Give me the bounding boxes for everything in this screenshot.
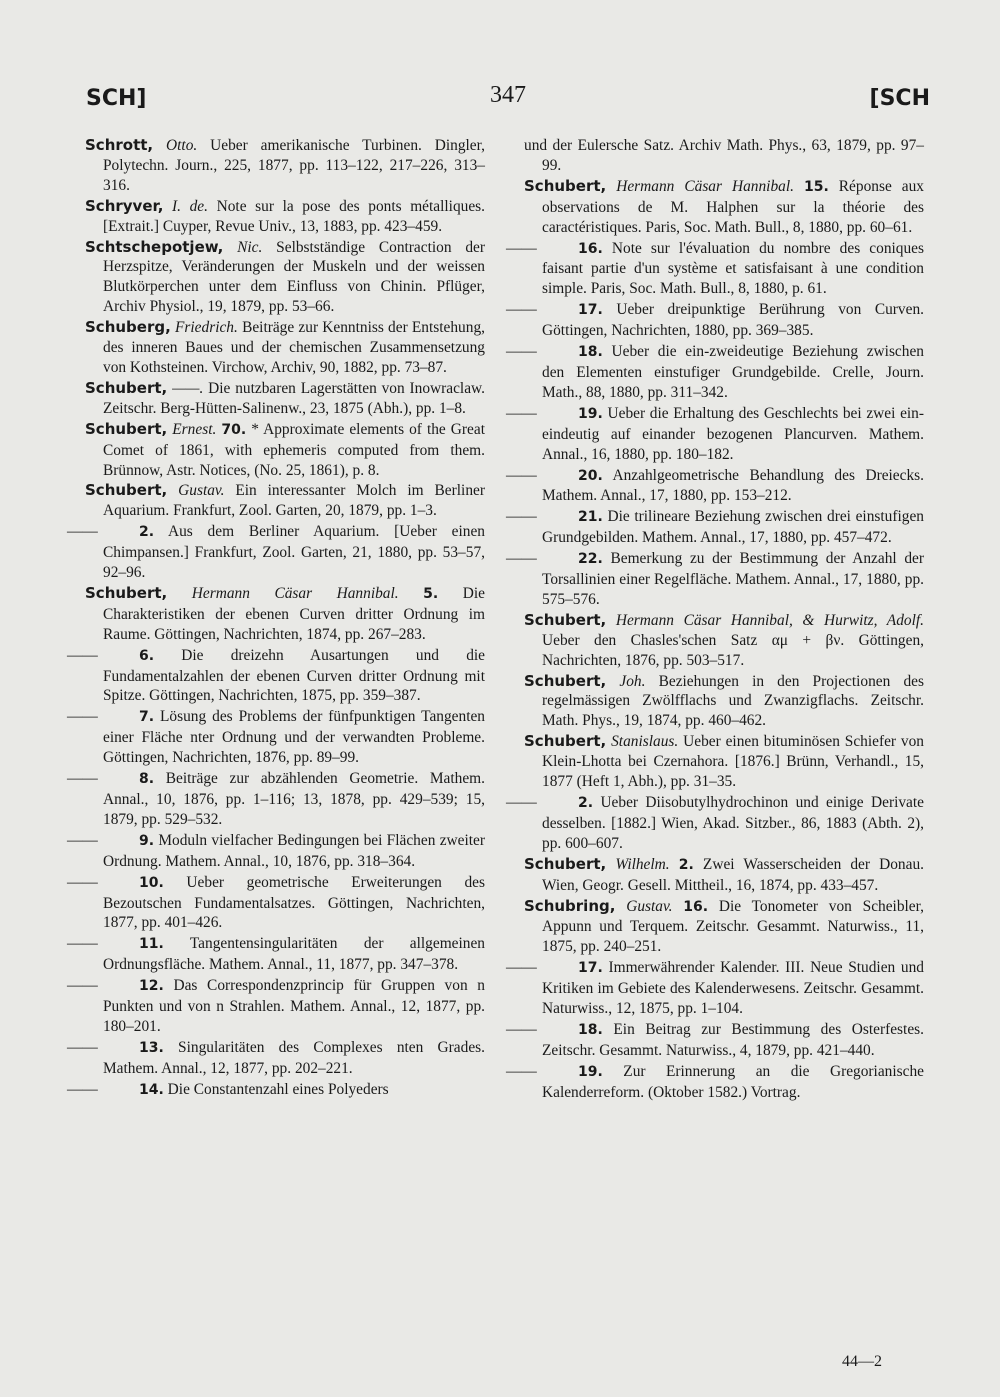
entry-number: 2. xyxy=(678,856,694,873)
bibliography-entry xyxy=(524,897,924,958)
bibliography-entry xyxy=(506,549,924,610)
bibliography-entry xyxy=(524,732,924,792)
entry-text: Ueber Diisobutylhydrochinon und einige Derivate desselben. [1882.] Wien, Akad. Sitzber., 86, 1883 (Abth. 2), pp. 600–607. xyxy=(542,794,924,852)
bibliography-entry xyxy=(506,1062,924,1103)
bibliography-entry xyxy=(67,1080,485,1101)
entry-author: Schubert, xyxy=(85,481,168,500)
entry-number: 17. xyxy=(578,960,603,977)
ditto-dash: —— xyxy=(506,239,537,257)
entry-text: Zwei Wasserscheiden der Donau. Wien, Geogr. Gesell. Mittheil., 16, 1874, pp. 433–457. xyxy=(542,855,924,894)
entry-text: Beiträge zur Kenntniss der Entstehung, des inneren Baues und der chemischen Zusammensetzung von Kothsteinen. Virchow, Archiv, 90, 1882, pp. 73–87. xyxy=(103,319,485,376)
bibliography-entry xyxy=(506,1020,924,1061)
entry-text: Singularitäten des Complexes nten Grades. Mathem. Annal., 12, 1877, pp. 202–221. xyxy=(103,1038,485,1077)
entry-number: 13. xyxy=(139,1039,164,1056)
entry-text: Ueber die ein-zweideutige Beziehung zwischen den Elementen einstufiger Grundgebilde. Crelle, Journ. Math., 88, 1880, pp. 311–342. xyxy=(542,343,924,401)
bibliography-entry xyxy=(67,934,485,975)
entry-author: Schryver, xyxy=(85,196,164,215)
bibliography-entry xyxy=(67,646,485,707)
entry-number: 70. xyxy=(221,421,247,438)
signature-mark: 44—2 xyxy=(842,1353,882,1370)
entry-text: Die nutzbaren Lagerstätten von Inowraclaw. Zeitschr. Berg-Hütten-Salinenw., 23, 1875 (Abh.), pp. 1–8. xyxy=(103,379,485,417)
entry-text: Das Correspondenzprincip für Gruppen von n Punkten und von n Strahlen. Mathem. Annal., 12, 1877, pp. 180–201. xyxy=(103,977,485,1035)
entry-text: Selbstständige Contraction der Herzspitze, Veränderungen der Muskeln und der weissen Blutkörperchen unter dem Einfluss von Chinin. Pflüger, Archiv Physiol., 19, 1879, pp. 53–66. xyxy=(103,238,485,316)
bibliography-entry xyxy=(67,522,485,583)
bibliography-entry xyxy=(524,177,924,238)
entry-author: Schubert, xyxy=(85,378,168,397)
entry-text: Ueber den Chasles'schen Satz αμ + βν. Göttingen, Nachrichten, 1876, pp. 503–517. xyxy=(542,631,924,669)
entry-author: Schuberg, xyxy=(85,318,171,337)
entry-number: 5. xyxy=(423,585,439,602)
bibliography-entry xyxy=(506,404,924,465)
running-head-left: SCH] xyxy=(86,86,147,111)
entry-author: Schubert, xyxy=(524,732,607,751)
left-column xyxy=(67,136,486,1102)
bibliography-entry xyxy=(524,611,924,671)
entry-text: Beziehungen in den Projectionen des regelmässigen Zwölfflachs und Zwanzigflachs. Zeitschr. Math. Phys., 19, 1874, pp. 460–462. xyxy=(542,672,924,730)
entry-forename: Wilhelm. xyxy=(615,855,670,873)
entry-number: 11. xyxy=(139,936,164,953)
entry-forename: Stanislaus. xyxy=(611,733,679,751)
entry-text: Lösung des Problems der fünfpunktigen Tangenten einer Fläche nter Ordnung und der verwandten Probleme. Göttingen, Nachrichten, 1876, pp. 89–99. xyxy=(103,708,485,767)
entry-text: Zur Erinnerung an die Gregorianische Kalenderreform. (Oktober 1582.) Vortrag. xyxy=(542,1062,924,1101)
entry-number: 20. xyxy=(578,467,603,484)
bibliography-entry xyxy=(506,300,924,341)
entry-forename: Hermann Cäsar Hannibal. xyxy=(191,584,399,602)
bibliography-entry xyxy=(67,707,485,768)
bibliography-entry xyxy=(85,584,485,645)
bibliography-entry xyxy=(67,976,485,1037)
entry-text: Ueber die Erhaltung des Geschlechts bei zwei ein-eindeutig auf einander bezogenen Plancurven. Mathem. Annal., 16, 1880, pp. 180–182. xyxy=(542,404,924,463)
entry-author: Schubert, xyxy=(524,610,607,629)
ditto-dash: —— xyxy=(506,959,537,977)
bibliography-entry xyxy=(67,831,485,872)
entry-number: 18. xyxy=(578,1021,603,1038)
entry-forename: Joh. xyxy=(619,672,646,690)
entry-forename: I. de. xyxy=(172,197,208,215)
entry-number: 8. xyxy=(139,771,155,788)
entry-text: Die Tonometer von Scheibler, Appunn und Terquem. Zeitschr. Gesammt. Naturwiss., 11, 1875, pp. 240–251. xyxy=(542,897,924,956)
ditto-dash: —— xyxy=(506,301,537,319)
ditto-dash: —— xyxy=(506,794,537,811)
entry-text: Note sur l'évaluation du nombre des coniques faisant partie d'un système et satisfaisant à une condition simple. Paris, Soc. Math. Bull., 8, 1880, p. 61. xyxy=(542,239,925,298)
entry-text: Moduln vielfacher Bedingungen bei Flächen zweiter Ordnung. Mathem. Annal., 10, 1876, pp. 318–364. xyxy=(103,831,485,870)
entry-number: 2. xyxy=(578,795,594,811)
entry-number: 19. xyxy=(578,405,603,422)
entry-forename: Hermann Cäsar Hannibal. xyxy=(616,177,794,195)
ditto-dash: —— xyxy=(67,523,98,541)
bibliography-entry xyxy=(85,481,485,521)
ditto-dash: —— xyxy=(506,404,537,422)
bibliography-entry xyxy=(506,958,924,1019)
bibliography-entry xyxy=(506,507,924,548)
ditto-dash: —— xyxy=(506,1020,537,1038)
running-head-right: [SCH xyxy=(869,86,930,111)
entry-number: 2. xyxy=(139,524,155,541)
entry-text: Die dreizehn Ausartungen und die Fundamentalzahlen der ebenen Curven dritter Ordnung mit Spitze. Göttingen, Nachrichten, 1875, pp. 359–387. xyxy=(103,646,485,705)
ditto-dash: —— xyxy=(506,1062,537,1080)
entry-number: 6. xyxy=(139,647,155,664)
bibliography-entry xyxy=(506,239,925,300)
entry-number: 10. xyxy=(139,874,164,891)
bibliography-entry xyxy=(524,855,924,896)
entry-forename: Friedrich. xyxy=(175,319,238,337)
entry-text: Ein Beitrag zur Bestimmung des Osterfestes. Zeitschr. Gesammt. Naturwiss., 4, 1879, pp. 421–440. xyxy=(542,1020,924,1059)
entry-forename: ——. xyxy=(172,379,204,397)
entry-number: 7. xyxy=(139,709,155,726)
entry-author: Schubert, xyxy=(85,583,168,602)
bibliography-entry xyxy=(67,873,485,934)
entry-text: Ein interessanter Molch im Berliner Aquarium. Frankfurt, Zool. Garten, 20, 1879, pp. 1–3. xyxy=(103,482,485,520)
bibliography-entry xyxy=(85,318,485,378)
entry-forename: Hermann Cäsar Hannibal, & Hurwitz, Adolf. xyxy=(615,611,924,629)
entry-author: Schrott, xyxy=(85,136,154,154)
entry-text: Ueber amerikanische Turbinen. Dingler, Polytechn. Journ., 225, 1877, pp. 113–122, 217–226, 313–316. xyxy=(103,137,485,194)
entry-forename: Gustav. xyxy=(626,897,673,915)
ditto-dash: —— xyxy=(67,1080,98,1098)
page-header xyxy=(86,82,930,120)
ditto-dash: —— xyxy=(506,508,537,526)
entry-text: Bemerkung zu der Bestimmung der Anzahl der Torsallinien einer Regelfläche. Mathem. Annal., 17, 1880, pp. 575–576. xyxy=(542,550,924,608)
entry-author: Schtschepotjew, xyxy=(85,237,224,256)
bibliography-entry xyxy=(506,793,924,854)
entry-text: Réponse aux observations de M. Halphen sur la théorie des caractéristiques. Paris, Soc. Math. Bull., 8, 1880, pp. 60–61. xyxy=(542,177,924,236)
entry-number: 17. xyxy=(578,302,603,319)
entry-number: 14. xyxy=(139,1081,164,1098)
entry-text: Die trilineare Beziehung zwischen drei einstufigen Grundgebilden. Mathem. Annal., 17, 1880, pp. 457–472. xyxy=(542,508,924,547)
ditto-dash: —— xyxy=(67,977,98,995)
ditto-dash: —— xyxy=(67,935,98,953)
entry-text: Tangentensingularitäten der allgemeinen Ordnungsfläche. Mathem. Annal., 11, 1877, pp. 347–378. xyxy=(103,935,485,974)
entry-number: 15. xyxy=(803,178,829,195)
entry-number: 12. xyxy=(139,978,164,995)
entry-number: 16. xyxy=(578,240,603,257)
entry-number: 19. xyxy=(578,1063,603,1080)
entry-text: Note sur la pose des ponts métalliques. [Extrait.] Cuyper, Revue Univ., 13, 1883, pp. 423–459. xyxy=(103,197,486,235)
entry-author: Schubring, xyxy=(524,896,616,915)
bibliography-entry xyxy=(67,1038,485,1079)
entry-forename: Gustav. xyxy=(178,482,225,500)
entry-number: 22. xyxy=(578,551,603,568)
entry-number: 16. xyxy=(683,898,709,915)
ditto-dash: —— xyxy=(67,1038,98,1056)
ditto-dash: —— xyxy=(67,646,98,664)
page-number: 347 xyxy=(490,82,526,108)
bibliography-entry xyxy=(85,420,485,481)
entry-text: und der Eulersche Satz. Archiv Math. Phys., 63, 1879, pp. 97–99. xyxy=(524,137,924,174)
bibliography-entry xyxy=(85,379,485,419)
entry-number: 18. xyxy=(578,344,603,361)
entry-text: Anzahlgeometrische Behandlung des Dreiecks. Mathem. Annal., 17, 1880, pp. 153–212. xyxy=(542,466,925,505)
entry-author: Schubert, xyxy=(85,419,168,438)
ditto-dash: —— xyxy=(506,466,537,484)
entry-text: Ueber geometrische Erweiterungen des Bezoutschen Fundamentalsatzes. Göttingen, Nachrichten, 1877, pp. 401–426. xyxy=(103,873,485,932)
entry-text: Ueber einen bituminösen Schiefer von Klein-Lhotta bei Czernahora. [1876.] Brünn, Verhandl., 15, 1877 (Heft 1, Abh.), pp. 31–35. xyxy=(542,733,924,791)
right-column xyxy=(506,136,925,1104)
entry-text: * Approximate elements of the Great Comet of 1861, with ephemeris computed from them. Brünnow, Astr. Notices, (No. 25, 1861), p. 8. xyxy=(103,420,485,479)
entry-author: Schubert, xyxy=(524,671,607,690)
entry-number: 21. xyxy=(578,509,603,526)
entry-forename: Otto. xyxy=(166,137,198,154)
entry-author: Schubert, xyxy=(524,854,607,873)
entry-author: Schubert, xyxy=(524,176,607,195)
entry-forename: Nic. xyxy=(237,238,263,256)
entry-text: Die Charakteristiken der ebenen Curven dritter Ordnung im Raume. Göttingen, Nachrichten, 1874, pp. 267–283. xyxy=(103,584,485,643)
bibliography-entry xyxy=(85,197,485,237)
entry-text: Beiträge zur abzählenden Geometrie. Mathem. Annal., 10, 1876, pp. 1–116; 13, 1878, pp. 429–539; 15, 1879, pp. 529–532. xyxy=(103,770,485,828)
entry-text: Ueber dreipunktige Berührung von Curven. Göttingen, Nachrichten, 1880, pp. 369–385. xyxy=(542,301,924,340)
entry-text: Aus dem Berliner Aquarium. [Ueber einen Chimpansen.] Frankfurt, Zool. Garten, 21, 1880, pp. 53–57, 92–96. xyxy=(103,523,485,582)
entry-number: 9. xyxy=(139,832,155,849)
bibliography-entry xyxy=(524,136,924,176)
ditto-dash: —— xyxy=(67,873,98,891)
ditto-dash: —— xyxy=(67,831,98,849)
bibliography-entry xyxy=(506,342,924,403)
bibliography-entry xyxy=(85,136,485,196)
entry-text: Die Constantenzahl eines Polyeders xyxy=(167,1080,389,1098)
bibliography-entry xyxy=(524,672,924,732)
ditto-dash: —— xyxy=(67,770,98,788)
bibliography-entry xyxy=(85,238,485,318)
entry-forename: Ernest. xyxy=(172,420,217,438)
bibliography-entry xyxy=(506,466,925,507)
ditto-dash: —— xyxy=(506,343,537,361)
entry-text: Immerwährender Kalender. III. Neue Studien und Kritiken im Gebiete des Kalenderwesens. Zeitschr. Gesammt. Naturwiss., 12, 1875, pp. 1–104. xyxy=(542,959,924,1018)
ditto-dash: —— xyxy=(67,708,98,726)
bibliography-entry xyxy=(67,769,485,830)
ditto-dash: —— xyxy=(506,550,537,568)
